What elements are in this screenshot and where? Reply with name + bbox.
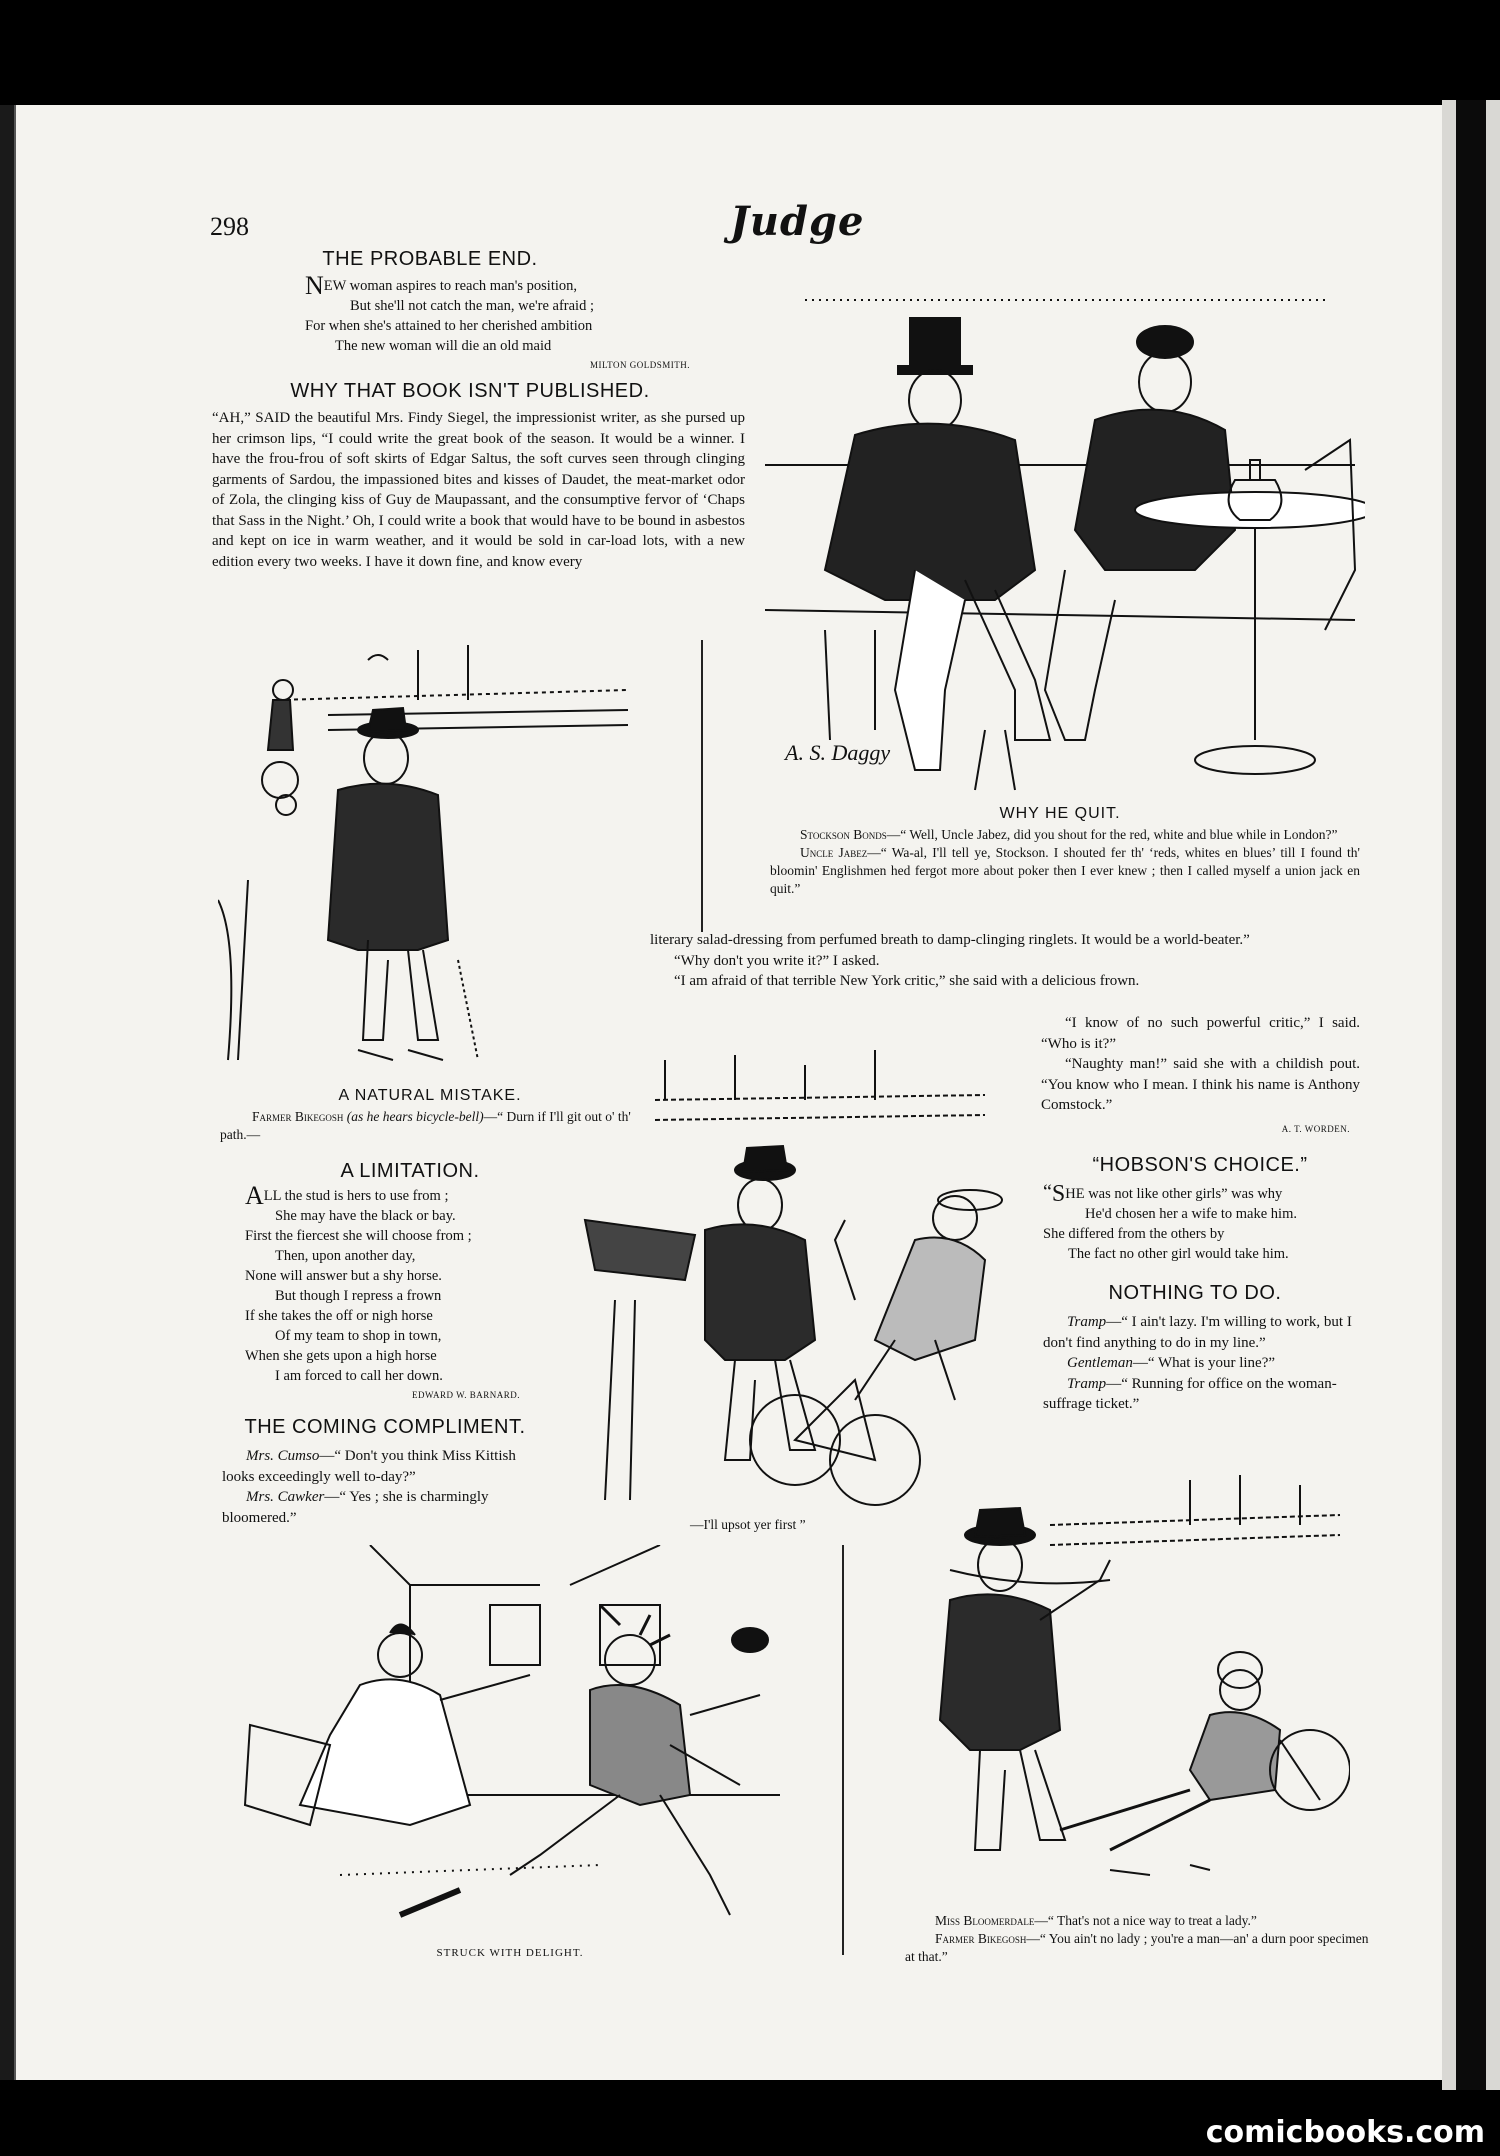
drop-cap: S bbox=[1051, 1181, 1066, 1207]
poem-line: I am forced to call her down. bbox=[275, 1368, 443, 1384]
coming-compliment-title: THE COMING COMPLIMENT. bbox=[244, 1416, 526, 1438]
drop-cap: N bbox=[305, 271, 324, 300]
natural-mistake-caption bbox=[220, 1108, 635, 1144]
dialogue: —“ Running for office on the woman-suffrage ticket.” bbox=[1043, 1375, 1337, 1412]
cyclist-collision-illustration bbox=[575, 1040, 1025, 1520]
open-quote: “ bbox=[1043, 1181, 1052, 1203]
struck-caption: STRUCK WITH DELIGHT. bbox=[436, 1947, 584, 1959]
two-men-at-table-illustration bbox=[765, 270, 1365, 805]
poem-line: The new woman will die an old maid bbox=[335, 338, 552, 354]
book-story-part1 bbox=[212, 408, 745, 572]
speaker-name: Stockson Bonds bbox=[800, 827, 887, 842]
speaker-name: Tramp bbox=[1067, 1375, 1107, 1392]
nothing-to-do-text bbox=[1043, 1312, 1363, 1415]
next-page-edge bbox=[1442, 100, 1500, 2090]
dialogue: —“ Yes ; she is charmingly bloomered.” bbox=[222, 1489, 489, 1526]
dialogue: —“ Don't you think Miss Kittish looks exceedingly well to-day?” bbox=[222, 1448, 516, 1485]
speaker-name: Gentleman bbox=[1067, 1355, 1133, 1371]
svg-text:A. S. Daggy: A. S. Daggy bbox=[785, 740, 891, 765]
tramp-on-road-illustration bbox=[218, 640, 638, 1080]
book-paragraph: “I know of no such powerful critic,” I said. “Who is it?” bbox=[1041, 1015, 1360, 1052]
book-paragraph: “AH,” SAID the beautiful Mrs. Findy Siegel, the impressionist writer, as she pursed up her crimson lips, “I could write the great book of the season. It would be a winner. I have the frou-frou of soft skirts of Edgar Saltus, the soft curves seen through clinging garments of Sardou, the impassioned bites and kisses of Daudet, the meat-market odor of Zola, the clinging kiss of Guy de Maupassant, and the consumptive fervor of ‘Chaps that Sass in the Night.’ Oh, I could write a book that would have to be bound in asbestos and kept on ice in warm weather, and it would be sold in car-load lots, with a new edition every two weeks. I have it down fine, and know every bbox=[212, 410, 745, 570]
poem-line: When she gets upon a high horse bbox=[245, 1348, 437, 1364]
book-paragraph: “I am afraid of that terrible New York critic,” she said with a delicious frown. bbox=[674, 973, 1140, 989]
masthead-logo: Judge bbox=[730, 198, 865, 245]
dialogue: —“ Durn if I'll git out o' th' path.— bbox=[220, 1109, 631, 1142]
fallen-cyclist-illustration bbox=[910, 1470, 1350, 1905]
bloomerdale-caption bbox=[905, 1912, 1375, 1966]
dialogue-paragraph bbox=[1043, 1374, 1363, 1415]
drop-cap: A bbox=[245, 1181, 264, 1210]
poem-line: For when she's attained to her cherished ambition bbox=[305, 318, 593, 334]
poem-line: If she takes the off or nigh horse bbox=[245, 1308, 433, 1324]
book-story-part2 bbox=[650, 930, 1360, 992]
nothing-to-do-title: NOTHING TO DO. bbox=[1108, 1282, 1282, 1304]
poem-line: HE was not like other girls” was why bbox=[1065, 1186, 1283, 1202]
speaker-name: Farmer Bikegosh bbox=[252, 1109, 344, 1124]
poem-line: But though I repress a frown bbox=[275, 1288, 442, 1304]
probable-end-title: THE PROBABLE END. bbox=[322, 248, 538, 270]
poem-line: But she'll not catch the man, we're afraid ; bbox=[350, 298, 594, 314]
dialogue: —“ That's not a nice way to treat a lady.” bbox=[1034, 1913, 1257, 1928]
natural-mistake-title: A NATURAL MISTAKE. bbox=[338, 1087, 522, 1104]
book-paragraph: “Naughty man!” said she with a childish pout. “You know who I mean. I think his name is Anthony Comstock.” bbox=[1041, 1056, 1360, 1113]
site-watermark: comicbooks.com bbox=[1205, 2115, 1485, 2150]
poem-line: None will answer but a shy horse. bbox=[245, 1268, 442, 1284]
coming-compliment-text bbox=[222, 1446, 540, 1528]
probable-end-author: MILTON GOLDSMITH. bbox=[589, 360, 690, 370]
poem-line: The fact no other girl would take him. bbox=[1068, 1246, 1289, 1262]
upsot-caption: —I'll upsot yer first ” bbox=[690, 1517, 806, 1532]
poem-line: Of my team to shop in town, bbox=[275, 1328, 442, 1344]
poem-line: LL the stud is hers to use from ; bbox=[263, 1188, 449, 1204]
hobson-title: “HOBSON'S CHOICE.” bbox=[1092, 1154, 1308, 1176]
speaker-name: Tramp bbox=[1067, 1314, 1107, 1330]
speaker-name: Uncle Jabez bbox=[800, 845, 868, 860]
dialogue: —“ I ain't lazy. I'm willing to work, but I don't find anything to do in my line.” bbox=[1043, 1314, 1352, 1351]
hobson-poem bbox=[1043, 1182, 1363, 1264]
book-author: A. T. WORDEN. bbox=[1281, 1124, 1350, 1134]
speaker-name: Mrs. Cawker bbox=[246, 1489, 325, 1505]
dialogue: —“ Well, Uncle Jabez, did you shout for the red, white and blue while in London?” bbox=[886, 827, 1338, 842]
dialogue-paragraph bbox=[1043, 1312, 1363, 1353]
dialogue: —“ You ain't no lady ; you're a man—an' a durn poor specimen at that.” bbox=[905, 1931, 1369, 1964]
why-quit-caption bbox=[770, 826, 1360, 898]
speaker-name: Miss Bloomerdale bbox=[935, 1913, 1035, 1928]
dialogue-paragraph bbox=[1043, 1353, 1363, 1374]
dialogue: —“ Wa-al, I'll tell ye, Stockson. I shouted fer th' ‘reds, whites en blues’ till I found th' bloomin' Englishmen hed fergot more about poker then I ever knew ; then I called myself a union jack en quit.” bbox=[770, 845, 1360, 896]
speaker-name: Farmer Bikegosh bbox=[935, 1931, 1027, 1946]
book-paragraph: “Why don't you write it?” I asked. bbox=[674, 952, 880, 969]
limitation-author: EDWARD W. BARNARD. bbox=[411, 1390, 520, 1400]
poem-line: She differed from the others by bbox=[1043, 1226, 1225, 1242]
poem-line: First the fiercest she will choose from ; bbox=[245, 1228, 472, 1244]
poem-line: She may have the black or bay. bbox=[275, 1208, 456, 1224]
dialogue: —“ What is your line?” bbox=[1132, 1355, 1276, 1371]
page-number: 298 bbox=[210, 212, 249, 241]
poem-line: EW woman aspires to reach man's position, bbox=[323, 278, 578, 294]
poem-line: He'd chosen her a wife to make him. bbox=[1085, 1206, 1297, 1222]
book-paragraph: literary salad-dressing from perfumed breath to damp-clinging ringlets. It would be a world-beater.” bbox=[650, 932, 1250, 948]
book-title: WHY THAT BOOK ISN'T PUBLISHED. bbox=[290, 380, 650, 402]
dialogue-paragraph bbox=[222, 1487, 540, 1528]
stage-direction: (as he hears bicycle-bell) bbox=[346, 1109, 484, 1124]
probable-end-poem bbox=[305, 271, 705, 356]
poem-line: Then, upon another day, bbox=[275, 1248, 416, 1264]
speaker-name: Mrs. Cumso bbox=[246, 1448, 320, 1464]
left-page-edge bbox=[0, 105, 14, 2080]
column-divider bbox=[842, 1545, 844, 1955]
why-quit-title: WHY HE QUIT. bbox=[999, 805, 1121, 822]
book-story-part3 bbox=[1041, 1013, 1360, 1116]
kitchen-fight-illustration bbox=[240, 1545, 780, 1945]
column-divider bbox=[701, 640, 703, 932]
dialogue-paragraph bbox=[222, 1446, 540, 1487]
limitation-poem bbox=[245, 1181, 575, 1386]
limitation-title: A LIMITATION. bbox=[340, 1160, 480, 1182]
